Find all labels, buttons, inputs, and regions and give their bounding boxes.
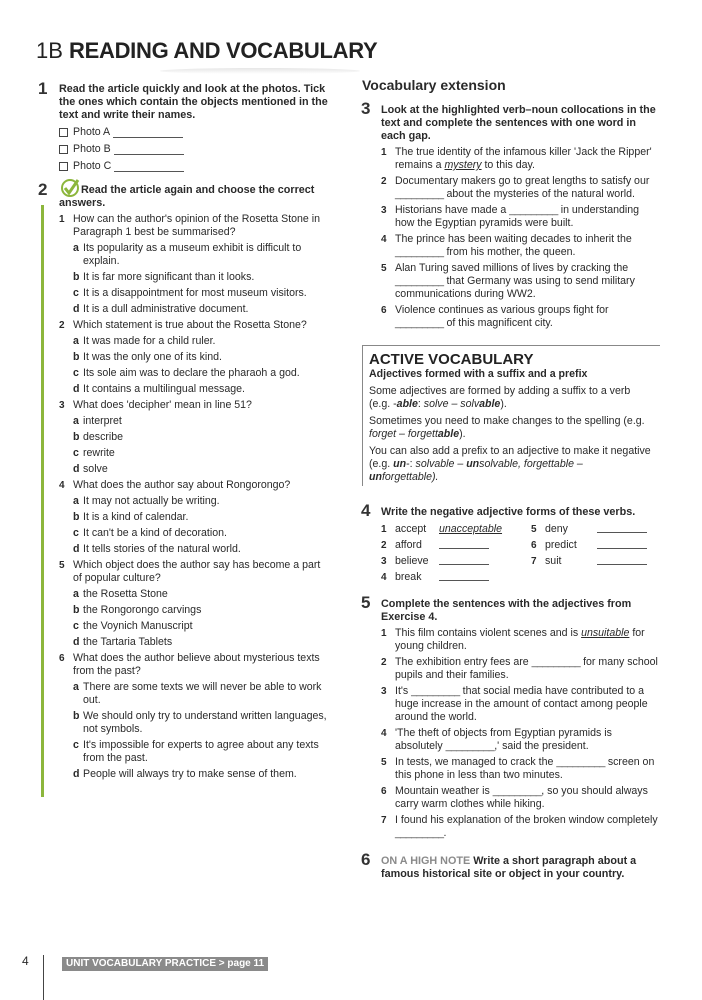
option-text: It is far more significant than it looks. <box>83 271 255 283</box>
answer-option[interactable] <box>73 242 331 268</box>
text: . <box>443 827 447 839</box>
text: Alan Turing saved millions of lives by cracking the <box>395 262 629 274</box>
answer-blank[interactable]: _________ <box>509 204 558 216</box>
exercise-instruction: Look at the highlighted verb–noun collocations in the text and complete the sentences with one word in each gap. <box>381 104 656 142</box>
option-letter: b <box>73 710 80 722</box>
item-number: 3 <box>381 686 387 697</box>
text: ). <box>500 398 507 410</box>
item-number: 2 <box>381 540 387 551</box>
answer-option[interactable] <box>73 739 331 765</box>
answer-blank[interactable] <box>113 128 183 138</box>
option-text: There are some texts we will never be able to work out. <box>83 681 322 706</box>
answer-option[interactable] <box>73 431 331 444</box>
item-number: 4 <box>381 728 387 739</box>
exercise-number: 3 <box>361 99 371 118</box>
exercise-instruction: Read the article again and choose the correct answers. <box>59 184 315 209</box>
option-letter: a <box>73 242 79 254</box>
verb: accept <box>395 523 427 535</box>
sentence-item <box>381 304 659 330</box>
text: Historians have made a <box>395 204 510 216</box>
option-text: It can't be a kind of decoration. <box>83 527 227 539</box>
emphasis: un <box>393 458 407 470</box>
item-number: 5 <box>59 560 65 571</box>
option-text: It was the only one of its kind. <box>83 351 222 363</box>
option-letter: c <box>73 367 79 379</box>
answer-blank[interactable] <box>114 162 184 172</box>
verb-item <box>531 523 671 536</box>
box-title: ACTIVE VOCABULARY <box>369 351 534 368</box>
active-vocabulary-box <box>362 345 660 486</box>
question-text: Which statement is true about the Rosetta Stone? <box>73 319 307 331</box>
question-text: What does the author say about Rongorongo? <box>73 479 291 491</box>
item-number: 1 <box>381 147 387 158</box>
verb: afford <box>395 539 422 551</box>
option-letter: a <box>73 495 79 507</box>
text: Sometimes you need to make changes to the spelling (e.g. <box>369 415 645 427</box>
text: In tests, we managed to crack the <box>395 756 557 768</box>
exercise-2 <box>59 184 331 781</box>
italic-text: forget – forgett <box>369 428 438 440</box>
option-text: It is a dull administrative document. <box>83 303 249 315</box>
answer-blank[interactable]: _________ <box>395 275 444 287</box>
italic-text: solve – solv <box>423 398 480 410</box>
option-text: the Voynich Manuscript <box>83 620 193 632</box>
exercise-instruction: Write a short paragraph about a famous historical site or object in your country. <box>381 855 637 880</box>
question-text: Which object does the author say has become a part of popular culture? <box>73 559 321 584</box>
option-text: It is a disappointment for most museum visitors. <box>83 287 307 299</box>
question-body <box>73 559 331 649</box>
option-letter: c <box>73 739 79 751</box>
item-number: 1 <box>59 214 65 225</box>
item-number: 5 <box>531 524 537 535</box>
question-text: What does 'decipher' mean in line 51? <box>73 399 252 411</box>
sentence-text <box>395 656 659 682</box>
option-text: the Rosetta Stone <box>83 588 168 600</box>
text: You can also add a prefix to an adjective to make it negative (e.g. <box>369 445 651 470</box>
answer-blank[interactable]: _________ <box>445 740 495 752</box>
text: , so you should always carry warm clothes while hiking. <box>395 785 648 810</box>
option-text: It tells stories of the natural world. <box>83 543 241 555</box>
question-body <box>73 652 331 781</box>
question-item <box>59 559 331 649</box>
answer-blank[interactable]: _________ <box>492 785 542 797</box>
italic-text: solvable – <box>415 458 467 470</box>
option-letter: d <box>73 383 80 395</box>
answer-option[interactable] <box>73 383 331 396</box>
option-letter: c <box>73 527 79 539</box>
text: 'The theft of objects from Egyptian pyramids is absolutely <box>395 727 612 752</box>
verb: suit <box>545 555 562 567</box>
emphasis: able <box>396 398 418 410</box>
answer-option[interactable] <box>73 351 331 364</box>
answer-blank[interactable] <box>597 539 647 549</box>
text: about the mysteries of the natural world. <box>443 188 635 200</box>
option-letter: b <box>73 431 80 443</box>
text: It's <box>395 685 412 697</box>
sentence-item <box>381 756 659 782</box>
answer-option[interactable] <box>73 447 331 460</box>
question-text: What does the author believe about mysterious texts from the past? <box>73 652 320 677</box>
text: to this day. <box>481 159 535 171</box>
sentence-text <box>395 727 659 753</box>
photo-label: Photo B <box>73 143 111 155</box>
answer-option[interactable] <box>73 495 331 508</box>
verb-item <box>381 571 531 584</box>
answer-option[interactable] <box>73 636 331 649</box>
text: Some adjectives are formed by adding a suffix to a verb (e.g. - <box>369 385 631 410</box>
item-number: 5 <box>381 757 387 768</box>
answer-option[interactable] <box>73 335 331 348</box>
option-letter: c <box>73 287 79 299</box>
rule-paragraph <box>369 445 654 484</box>
answer-blank[interactable]: _________ <box>395 827 444 839</box>
answer-option[interactable] <box>73 303 331 316</box>
text: screen on this phone in less than two minutes. <box>395 756 655 781</box>
exercise-3 <box>381 104 659 330</box>
sentence-item <box>381 204 659 230</box>
option-text: Its sole aim was to declare the pharaoh a god. <box>83 367 300 379</box>
text: for young children. <box>395 627 645 652</box>
checkbox[interactable] <box>59 128 68 137</box>
answer-blank[interactable] <box>439 539 489 549</box>
question-item <box>59 213 331 316</box>
example-answer: unsuitable <box>581 627 630 639</box>
question-body <box>73 479 331 556</box>
answer-option[interactable] <box>73 527 331 540</box>
answer-option[interactable] <box>73 367 331 380</box>
unit-vocabulary-link[interactable]: UNIT VOCABULARY PRACTICE > page 11 <box>62 957 268 971</box>
option-text: interpret <box>83 415 122 427</box>
verb-item <box>381 539 531 552</box>
rule-paragraph <box>369 385 654 411</box>
text: in understanding how the Egyptian pyramids were built. <box>395 204 640 229</box>
box-subtitle: Adjectives formed with a suffix and a prefix <box>369 368 588 380</box>
item-number: 1 <box>381 628 387 639</box>
option-text: describe <box>83 431 124 443</box>
item-number: 3 <box>381 205 387 216</box>
sentence-text <box>395 175 659 201</box>
option-text: People will always try to make sense of them. <box>83 768 297 780</box>
answer-option[interactable] <box>73 415 331 428</box>
exercise-instruction: Complete the sentences with the adjectives from Exercise 4. <box>381 598 632 623</box>
exercise-5 <box>381 598 659 840</box>
rule-paragraph <box>369 415 654 441</box>
text: that social media have contributed to a huge increase in the amount of contact among people around the world. <box>395 685 648 723</box>
exercise-number: 4 <box>361 501 371 520</box>
italic-text: forgettable). <box>381 471 439 483</box>
sentence-item <box>381 262 659 301</box>
text: This film contains violent scenes and is <box>395 627 582 639</box>
item-number: 1 <box>381 524 387 535</box>
answer-option[interactable] <box>73 588 331 601</box>
sentence-text <box>395 304 659 330</box>
sentence-item <box>381 814 659 840</box>
question-item <box>59 652 331 781</box>
item-number: 7 <box>381 815 387 826</box>
emphasis: able <box>437 428 460 440</box>
italic-text: solvable, forgettable – <box>479 458 583 470</box>
sentence-text <box>395 756 659 782</box>
text: The true identity of the infamous killer 'Jack the Ripper' remains a <box>395 146 652 171</box>
emphasis: un <box>466 458 480 470</box>
option-letter: d <box>73 543 80 555</box>
text: that Germany was using to send military communications during WW2. <box>395 275 635 300</box>
answer-option[interactable] <box>73 681 331 707</box>
question-body <box>73 319 331 396</box>
option-text: We should only try to understand written languages, not symbols. <box>83 710 327 735</box>
option-text: It's impossible for experts to agree about any texts from the past. <box>83 739 319 764</box>
item-number: 4 <box>59 480 65 491</box>
sentence-item <box>381 785 659 811</box>
sentence-item <box>381 627 659 653</box>
answer-option[interactable] <box>73 271 331 284</box>
photo-label: Photo C <box>73 160 112 172</box>
answer-option[interactable] <box>73 710 331 736</box>
exercise-6 <box>381 855 641 881</box>
answer-blank[interactable] <box>597 523 647 533</box>
verb: believe <box>395 555 429 567</box>
text: The exhibition entry fees are <box>395 656 532 668</box>
option-text: solve <box>83 463 108 475</box>
answer-option[interactable] <box>73 620 331 633</box>
text: Documentary makers go to great lengths to satisfy our <box>395 175 650 187</box>
option-text: It is a kind of calendar. <box>83 511 189 523</box>
item-number: 2 <box>381 657 387 668</box>
option-text: the Rongorongo carvings <box>83 604 202 616</box>
text: The prince has been waiting decades to inherit the <box>395 233 632 245</box>
question-text: How can the author's opinion of the Rosetta Stone in Paragraph 1 best be summarised? <box>73 213 321 238</box>
item-number: 6 <box>381 305 387 316</box>
answer-blank[interactable]: _________ <box>395 246 444 258</box>
sentence-item <box>381 175 659 201</box>
option-letter: d <box>73 636 80 648</box>
verb-item <box>381 523 531 536</box>
verb: deny <box>545 523 568 535</box>
exercise-number: 2 <box>38 180 48 199</box>
page-number: 4 <box>22 954 29 968</box>
option-letter: b <box>73 351 80 363</box>
question-item <box>59 399 331 476</box>
text: : <box>417 398 424 410</box>
answer-option[interactable] <box>73 463 331 476</box>
text: ,' said the president. <box>494 740 589 752</box>
option-letter: d <box>73 303 80 315</box>
title-divider <box>160 68 360 74</box>
answer-blank[interactable]: _________ <box>556 756 605 768</box>
exercise-4 <box>381 506 659 584</box>
answer-blank[interactable] <box>439 571 489 581</box>
answer-blank[interactable] <box>439 555 489 565</box>
option-letter: b <box>73 604 80 616</box>
emphasis: able <box>479 398 501 410</box>
question-item <box>59 319 331 396</box>
answer-blank[interactable]: _________ <box>395 188 444 200</box>
answer-option[interactable] <box>73 768 331 781</box>
answer-option[interactable] <box>73 604 331 617</box>
answer-blank[interactable]: _________ <box>411 685 460 697</box>
example-answer: mystery <box>444 159 482 171</box>
option-text: Its popularity as a museum exhibit is difficult to explain. <box>83 242 302 267</box>
option-text: It was made for a child ruler. <box>83 335 216 347</box>
question-item <box>59 479 331 556</box>
exercise-number: 6 <box>361 850 371 869</box>
verb-item <box>531 539 671 552</box>
accent-bar <box>41 205 44 797</box>
verb-item <box>531 555 671 568</box>
answer-option[interactable] <box>73 287 331 300</box>
answer-option[interactable] <box>73 543 331 556</box>
sentence-text <box>395 785 659 811</box>
text: Violence continues as various groups fight for <box>395 304 609 316</box>
sentence-text <box>395 685 659 724</box>
answer-blank[interactable] <box>114 145 184 155</box>
option-text: rewrite <box>83 447 115 459</box>
item-number: 2 <box>381 176 387 187</box>
verb: predict <box>545 539 577 551</box>
text: -: <box>406 458 416 470</box>
sentence-item <box>381 685 659 724</box>
item-number: 6 <box>381 786 387 797</box>
sentence-item <box>381 233 659 259</box>
item-number: 4 <box>381 234 387 245</box>
item-number: 3 <box>59 400 65 411</box>
text: I found his explanation of the broken window completely <box>395 814 658 826</box>
option-letter: c <box>73 447 79 459</box>
sentence-item <box>381 727 659 753</box>
item-number: 6 <box>531 540 537 551</box>
option-text: the Tartaria Tablets <box>83 636 173 648</box>
sentence-text <box>395 627 659 653</box>
sentence-item <box>381 656 659 682</box>
exercise-1 <box>59 83 331 173</box>
item-number: 4 <box>381 572 387 583</box>
option-letter: a <box>73 415 79 427</box>
option-letter: d <box>73 463 80 475</box>
sentence-text <box>395 262 659 301</box>
footer-divider <box>43 955 44 1000</box>
text: Mountain weather is <box>395 785 493 797</box>
question-body <box>73 213 331 316</box>
answer-blank[interactable]: _________ <box>395 317 444 329</box>
sentence-item <box>381 146 659 172</box>
item-number: 5 <box>381 263 387 274</box>
option-letter: a <box>73 335 79 347</box>
item-number: 2 <box>59 320 65 331</box>
item-number: 3 <box>381 556 387 567</box>
sentence-text <box>395 233 659 259</box>
checkbox[interactable] <box>59 162 68 171</box>
text: of this magnificent city. <box>443 317 553 329</box>
text: ). <box>459 428 466 440</box>
option-letter: b <box>73 511 80 523</box>
page-title: 1B READING AND VOCABULARY <box>36 38 378 63</box>
option-letter: b <box>73 271 80 283</box>
photo-option[interactable] <box>59 160 331 173</box>
text: from his mother, the queen. <box>443 246 576 258</box>
verb-item <box>381 555 531 568</box>
photo-label: Photo A <box>73 126 111 138</box>
option-letter: c <box>73 620 79 632</box>
high-note-label: ON A HIGH NOTE <box>381 855 471 867</box>
exercise-number: 5 <box>361 593 371 612</box>
option-letter: d <box>73 768 80 780</box>
answer-blank[interactable]: _________ <box>531 656 581 668</box>
verb: break <box>395 571 422 583</box>
emphasis: un <box>369 471 382 483</box>
exercise-number: 1 <box>38 79 48 98</box>
exercise-instruction: Write the negative adjective forms of these verbs. <box>381 506 636 518</box>
item-number: 6 <box>59 653 65 664</box>
option-text: It may not actually be writing. <box>83 495 220 507</box>
answer-option[interactable] <box>73 511 331 524</box>
item-number: 7 <box>531 556 537 567</box>
answer-blank[interactable] <box>597 555 647 565</box>
sentence-text <box>395 814 659 840</box>
text: for many school pupils and their families. <box>395 656 658 681</box>
option-letter: a <box>73 588 79 600</box>
example-answer: unacceptable <box>439 523 503 535</box>
question-body <box>73 399 331 476</box>
section-heading: Vocabulary extension <box>362 77 506 93</box>
sentence-text <box>395 204 659 230</box>
option-text: It contains a multilingual message. <box>83 383 245 395</box>
exercise-instruction: Read the article quickly and look at the photos. Tick the ones which contain the objects mentioned in the text and write their names. <box>59 83 328 121</box>
checkbox[interactable] <box>59 145 68 154</box>
photo-option[interactable] <box>59 126 331 139</box>
photo-option[interactable] <box>59 143 331 156</box>
sentence-text <box>395 146 659 172</box>
option-letter: a <box>73 681 79 693</box>
